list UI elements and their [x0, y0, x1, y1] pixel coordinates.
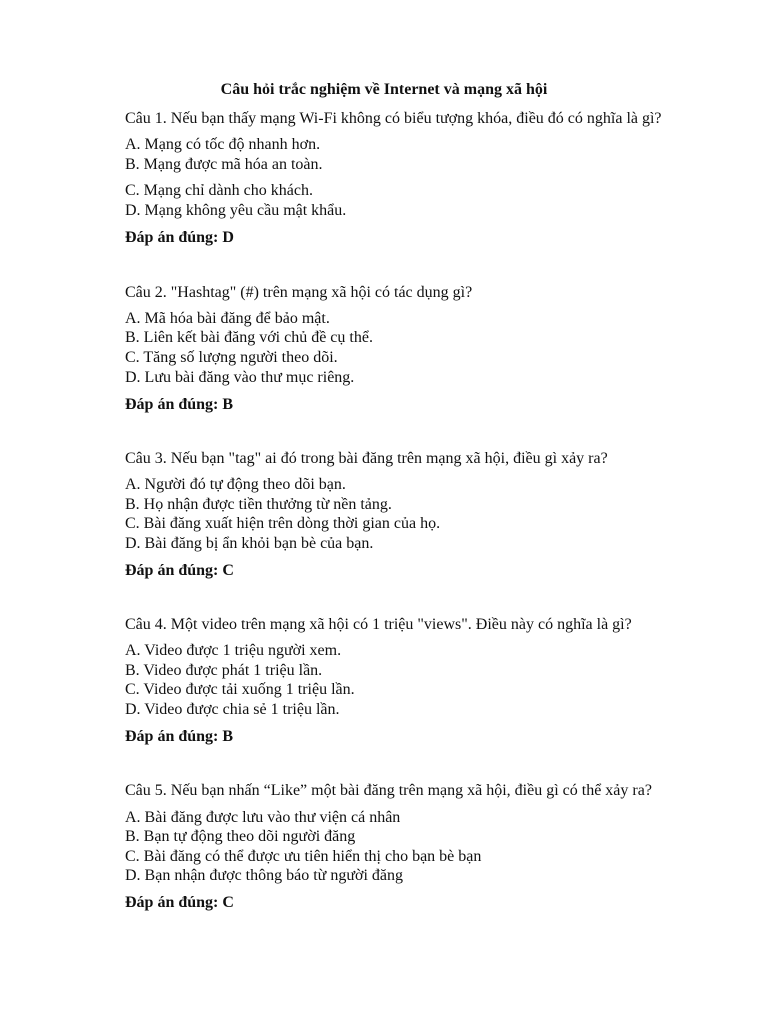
question-4-option-b: B. Video được phát 1 triệu lần. — [125, 662, 323, 679]
question-2-answer: Đáp án đúng: B — [125, 396, 234, 413]
question-5-option-d: D. Bạn nhận được thông báo từ người đăng — [125, 867, 404, 884]
question-5-answer: Đáp án đúng: C — [125, 894, 234, 911]
question-4-text: Câu 4. Một video trên mạng xã hội có 1 triệu "views". Điều này có nghĩa là gì? — [125, 616, 632, 633]
question-3-text: Câu 3. Nếu bạn "tag" ai đó trong bài đăng trên mạng xã hội, điều gì xảy ra? — [125, 450, 608, 467]
question-1-answer: Đáp án đúng: D — [125, 229, 234, 246]
question-5-option-a: A. Bài đăng được lưu vào thư viện cá nhân — [125, 809, 401, 826]
document-title: Câu hỏi trắc nghiệm về Internet và mạng xã hội — [220, 81, 548, 98]
question-5-option-b: B. Bạn tự động theo dõi người đăng — [125, 828, 356, 845]
question-3-option-d: D. Bài đăng bị ẩn khỏi bạn bè của bạn. — [125, 535, 374, 552]
question-4-answer: Đáp án đúng: B — [125, 728, 234, 745]
question-3-option-c: C. Bài đăng xuất hiện trên dòng thời gian của họ. — [125, 515, 441, 532]
question-4-option-d: D. Video được chia sẻ 1 triệu lần. — [125, 701, 340, 718]
question-2-text: Câu 2. "Hashtag" (#) trên mạng xã hội có tác dụng gì? — [125, 284, 473, 301]
question-5-option-c: C. Bài đăng có thể được ưu tiên hiển thị cho bạn bè bạn — [125, 848, 482, 865]
question-1-text: Câu 1. Nếu bạn thấy mạng Wi-Fi không có biểu tượng khóa, điều đó có nghĩa là gì? — [125, 110, 662, 127]
question-1-option-a: A. Mạng có tốc độ nhanh hơn. — [125, 136, 321, 153]
question-1-option-c: C. Mạng chỉ dành cho khách. — [125, 182, 313, 199]
question-5-text: Câu 5. Nếu bạn nhấn “Like” một bài đăng trên mạng xã hội, điều gì có thể xảy ra? — [125, 782, 652, 799]
question-3-answer: Đáp án đúng: C — [125, 562, 234, 579]
question-4-option-a: A. Video được 1 triệu người xem. — [125, 642, 342, 659]
question-3-option-a: A. Người đó tự động theo dõi bạn. — [125, 476, 346, 493]
question-2-option-d: D. Lưu bài đăng vào thư mục riêng. — [125, 369, 355, 386]
question-4-option-c: C. Video được tải xuống 1 triệu lần. — [125, 681, 355, 698]
question-2-option-c: C. Tăng số lượng người theo dõi. — [125, 349, 338, 366]
question-1-option-d: D. Mạng không yêu cầu mật khẩu. — [125, 202, 347, 219]
question-3-option-b: B. Họ nhận được tiền thưởng từ nền tảng. — [125, 496, 392, 513]
question-2-option-a: A. Mã hóa bài đăng để bảo mật. — [125, 310, 330, 327]
question-2-option-b: B. Liên kết bài đăng với chủ đề cụ thể. — [125, 329, 373, 346]
question-1-option-b: B. Mạng được mã hóa an toàn. — [125, 156, 323, 173]
